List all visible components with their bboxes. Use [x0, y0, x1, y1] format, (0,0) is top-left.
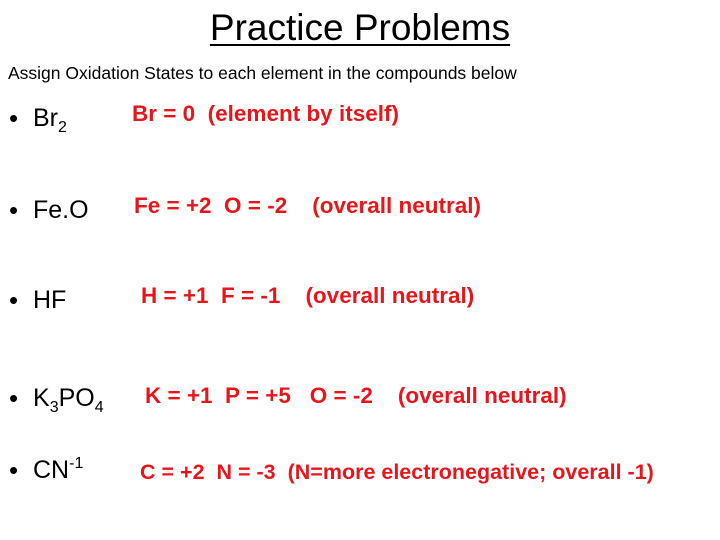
slide-title: [0, 6, 720, 50]
slide-title-text: Practice Problems: [209, 7, 511, 48]
formula-base: CN: [33, 456, 70, 484]
answer-feo: Fe = +2 O = -2 (overall neutral): [134, 193, 482, 218]
compound-formula-hf: [33, 284, 66, 316]
bullet-icon: •: [9, 285, 19, 315]
formula-mid: PO: [58, 384, 95, 412]
formula-base: HF: [33, 286, 67, 314]
answer-cn: C = +2 N = -3 (N=more electronegative; overall -1): [140, 460, 654, 484]
formula-subscript: 3: [49, 399, 59, 416]
problem-row-4: [0, 378, 720, 418]
problem-row-2: [0, 190, 720, 230]
formula-subscript: 2: [58, 119, 67, 136]
bullet-icon: •: [9, 455, 19, 485]
formula-base: Br: [33, 104, 58, 132]
bullet-icon: •: [9, 195, 19, 225]
compound-formula-br2: [33, 102, 67, 134]
bullet-icon: •: [9, 103, 19, 133]
formula-subscript-2: 4: [94, 399, 104, 416]
compound-formula-cn: [33, 454, 83, 486]
compound-formula-feo: [33, 194, 89, 226]
problem-row-1: [0, 98, 720, 138]
problem-row-3: [0, 280, 720, 320]
bullet-icon: •: [9, 383, 19, 413]
answer-br2: Br = 0 (element by itself): [132, 101, 399, 126]
formula-superscript: -1: [69, 455, 84, 472]
answer-k3po4: K = +1 P = +5 O = -2 (overall neutral): [145, 383, 567, 408]
answer-hf: H = +1 F = -1 (overall neutral): [141, 283, 475, 308]
compound-formula-k3po4: [33, 382, 104, 414]
instructions: Assign Oxidation States to each element in the compounds below: [8, 63, 517, 83]
formula-base: K: [33, 384, 50, 412]
problem-row-5: [0, 450, 720, 490]
formula-base: Fe.O: [33, 196, 89, 224]
